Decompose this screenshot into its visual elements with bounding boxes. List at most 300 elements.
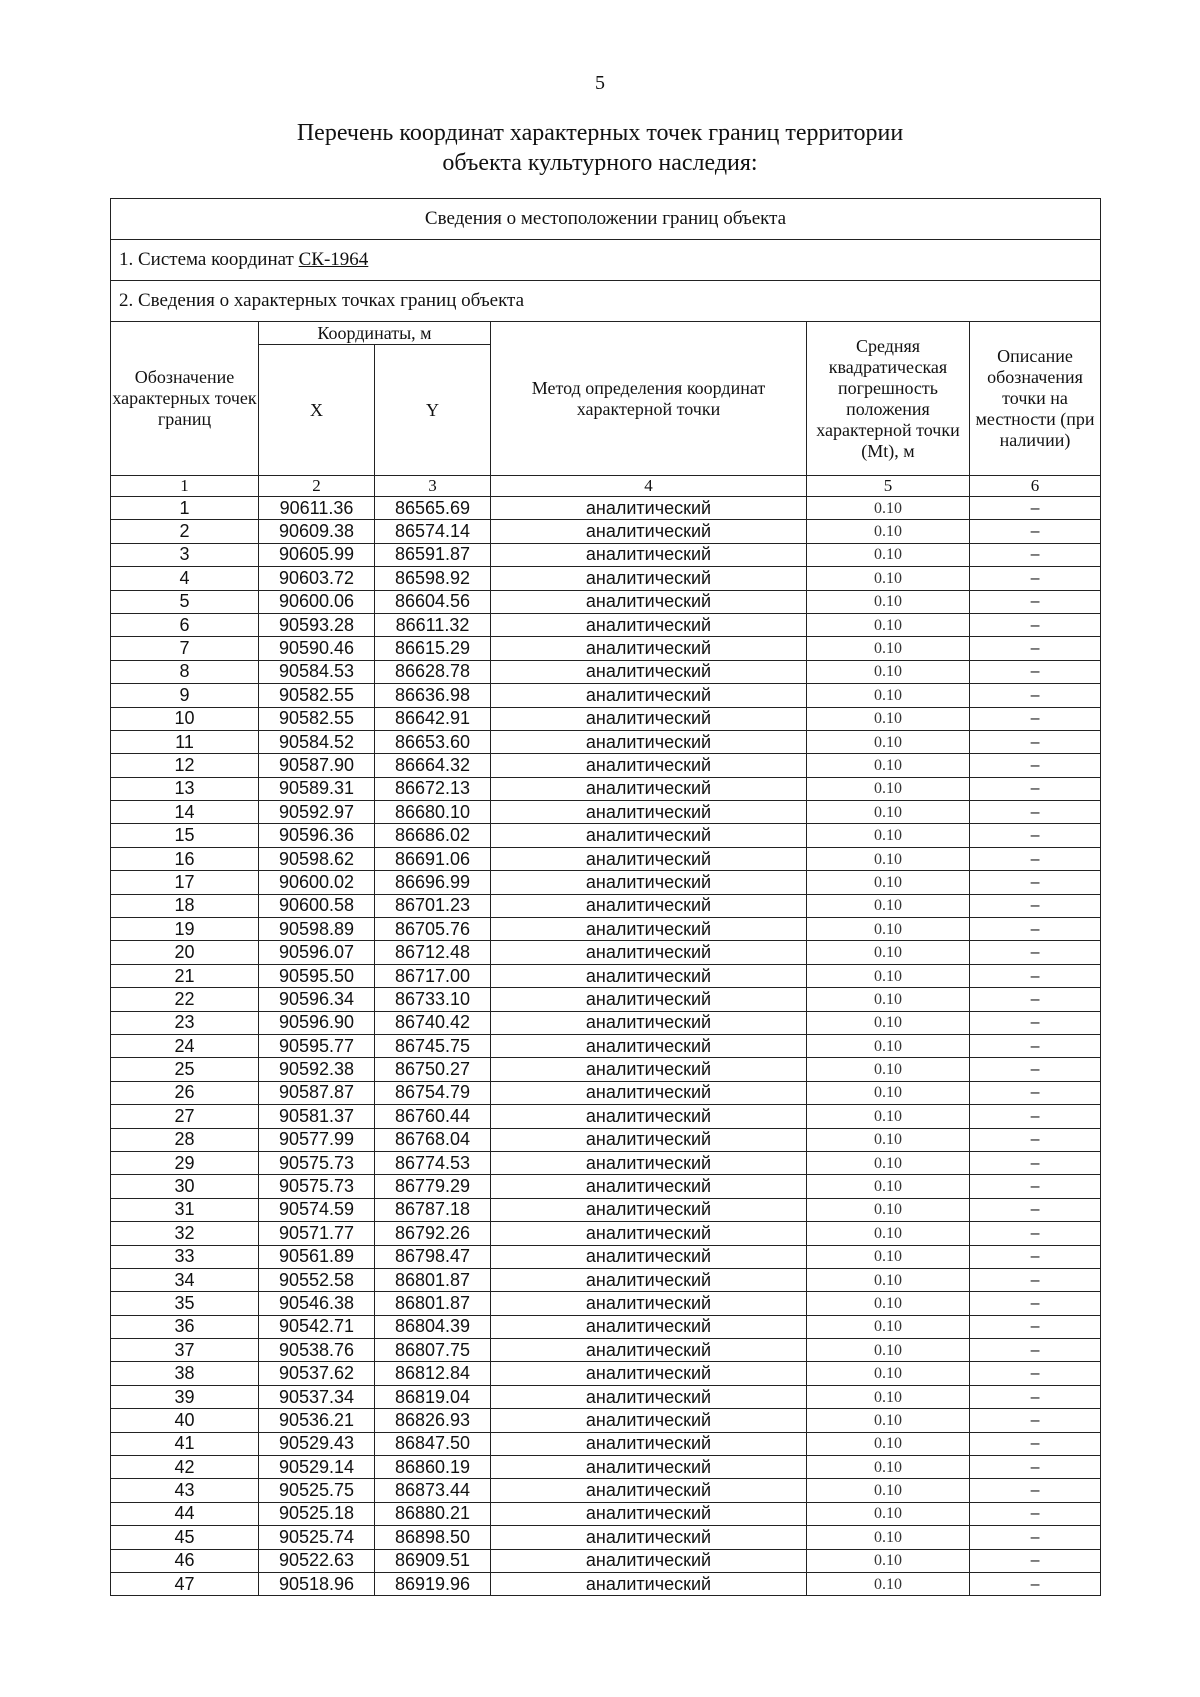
table-row	[111, 1526, 1101, 1549]
x-coordinate-cell: 90552.58	[259, 1268, 375, 1291]
description-cell: –	[970, 777, 1101, 800]
x-coordinate-cell: 90518.96	[259, 1572, 375, 1595]
description-cell: –	[970, 964, 1101, 987]
point-number-cell: 36	[111, 1315, 259, 1338]
mse-header: Средняя квадратическая погрешность положения характерной точки (Мt), м	[807, 322, 970, 476]
y-coordinate-cell: 86801.87	[375, 1292, 491, 1315]
point-number-cell: 37	[111, 1339, 259, 1362]
description-cell: –	[970, 1315, 1101, 1338]
point-number-cell: 35	[111, 1292, 259, 1315]
table-row	[111, 1128, 1101, 1151]
point-number-cell: 14	[111, 801, 259, 824]
description-cell: –	[970, 1292, 1101, 1315]
y-coordinate-cell: 86787.18	[375, 1198, 491, 1221]
description-cell: –	[970, 1385, 1101, 1408]
table-row	[111, 847, 1101, 870]
table-row	[111, 730, 1101, 753]
mse-cell: 0.10	[807, 964, 970, 987]
mse-cell: 0.10	[807, 1151, 970, 1174]
mse-cell: 0.10	[807, 707, 970, 730]
y-coordinate-cell: 86705.76	[375, 918, 491, 941]
table-row	[111, 1268, 1101, 1291]
method-header: Метод определения координат характерной точки	[491, 322, 807, 476]
coordinate-system-value: СК-1964	[298, 249, 369, 270]
point-number-cell: 29	[111, 1151, 259, 1174]
x-coordinate-cell: 90611.36	[259, 497, 375, 520]
point-number-cell: 28	[111, 1128, 259, 1151]
method-cell: аналитический	[491, 1034, 807, 1057]
method-cell: аналитический	[491, 1362, 807, 1385]
description-cell: –	[970, 1456, 1101, 1479]
table-row	[111, 754, 1101, 777]
method-cell: аналитический	[491, 871, 807, 894]
x-coordinate-cell: 90581.37	[259, 1105, 375, 1128]
method-cell: аналитический	[491, 707, 807, 730]
y-coordinate-cell: 86750.27	[375, 1058, 491, 1081]
point-number-cell: 41	[111, 1432, 259, 1455]
description-cell: –	[970, 1549, 1101, 1572]
column-number: 4	[491, 476, 807, 497]
point-number-cell: 5	[111, 590, 259, 613]
x-coordinate-cell: 90590.46	[259, 637, 375, 660]
description-cell: –	[970, 894, 1101, 917]
point-number-cell: 1	[111, 497, 259, 520]
x-coordinate-cell: 90571.77	[259, 1222, 375, 1245]
description-cell: –	[970, 707, 1101, 730]
mse-cell: 0.10	[807, 520, 970, 543]
column-number: 3	[375, 476, 491, 497]
point-number-cell: 39	[111, 1385, 259, 1408]
mse-cell: 0.10	[807, 1198, 970, 1221]
y-coordinate-cell: 86860.19	[375, 1456, 491, 1479]
x-coordinate-cell: 90600.06	[259, 590, 375, 613]
table-row	[111, 1456, 1101, 1479]
method-cell: аналитический	[491, 801, 807, 824]
table-row	[111, 1105, 1101, 1128]
table-row	[111, 1339, 1101, 1362]
y-coordinate-cell: 86760.44	[375, 1105, 491, 1128]
method-cell: аналитический	[491, 894, 807, 917]
x-coordinate-cell: 90596.34	[259, 988, 375, 1011]
description-cell: –	[970, 1409, 1101, 1432]
section-header: Сведения о местоположении границ объекта	[111, 199, 1101, 240]
description-cell: –	[970, 1034, 1101, 1057]
table-row	[111, 1034, 1101, 1057]
table-row	[111, 1081, 1101, 1104]
mse-cell: 0.10	[807, 824, 970, 847]
y-coordinate-cell: 86774.53	[375, 1151, 491, 1174]
table-row	[111, 1362, 1101, 1385]
description-cell: –	[970, 1339, 1101, 1362]
point-number-cell: 15	[111, 824, 259, 847]
x-coordinate-cell: 90575.73	[259, 1175, 375, 1198]
x-coordinate-cell: 90525.18	[259, 1502, 375, 1525]
point-number-cell: 31	[111, 1198, 259, 1221]
description-cell: –	[970, 1268, 1101, 1291]
description-cell: –	[970, 590, 1101, 613]
point-number-cell: 26	[111, 1081, 259, 1104]
point-number-cell: 43	[111, 1479, 259, 1502]
point-number-cell: 22	[111, 988, 259, 1011]
point-number-cell: 19	[111, 918, 259, 941]
method-cell: аналитический	[491, 660, 807, 683]
point-number-cell: 25	[111, 1058, 259, 1081]
mse-cell: 0.10	[807, 1034, 970, 1057]
method-cell: аналитический	[491, 1456, 807, 1479]
y-coordinate-cell: 86701.23	[375, 894, 491, 917]
method-cell: аналитический	[491, 613, 807, 636]
method-cell: аналитический	[491, 1175, 807, 1198]
description-cell: –	[970, 824, 1101, 847]
method-cell: аналитический	[491, 497, 807, 520]
table-row	[111, 1292, 1101, 1315]
points-section-header: 2. Сведения о характерных точках границ объекта	[111, 281, 1101, 322]
mse-cell: 0.10	[807, 1409, 970, 1432]
y-header: Y	[375, 345, 491, 476]
method-cell: аналитический	[491, 543, 807, 566]
method-cell: аналитический	[491, 590, 807, 613]
mse-cell: 0.10	[807, 1479, 970, 1502]
y-coordinate-cell: 86636.98	[375, 684, 491, 707]
y-coordinate-cell: 86686.02	[375, 824, 491, 847]
x-coordinate-cell: 90589.31	[259, 777, 375, 800]
y-coordinate-cell: 86819.04	[375, 1385, 491, 1408]
x-header: X	[259, 345, 375, 476]
point-number-cell: 23	[111, 1011, 259, 1034]
title-line-2: объекта культурного наследия:	[442, 150, 758, 176]
mse-cell: 0.10	[807, 613, 970, 636]
description-cell: –	[970, 613, 1101, 636]
table-row	[111, 1479, 1101, 1502]
mse-cell: 0.10	[807, 894, 970, 917]
x-coordinate-cell: 90525.75	[259, 1479, 375, 1502]
mse-cell: 0.10	[807, 988, 970, 1011]
method-cell: аналитический	[491, 918, 807, 941]
method-cell: аналитический	[491, 1292, 807, 1315]
x-coordinate-cell: 90577.99	[259, 1128, 375, 1151]
y-coordinate-cell: 86909.51	[375, 1549, 491, 1572]
point-number-cell: 45	[111, 1526, 259, 1549]
table-row	[111, 1198, 1101, 1221]
y-coordinate-cell: 86712.48	[375, 941, 491, 964]
table-row	[111, 1175, 1101, 1198]
description-cell: –	[970, 1128, 1101, 1151]
x-coordinate-cell: 90598.62	[259, 847, 375, 870]
y-coordinate-cell: 86880.21	[375, 1502, 491, 1525]
x-coordinate-cell: 90603.72	[259, 567, 375, 590]
y-coordinate-cell: 86826.93	[375, 1409, 491, 1432]
mse-cell: 0.10	[807, 567, 970, 590]
y-coordinate-cell: 86615.29	[375, 637, 491, 660]
x-coordinate-cell: 90561.89	[259, 1245, 375, 1268]
description-cell: –	[970, 567, 1101, 590]
description-cell: –	[970, 730, 1101, 753]
method-cell: аналитический	[491, 1058, 807, 1081]
title-line-1: Перечень координат характерных точек границ территории	[296, 120, 904, 146]
table-row	[111, 1222, 1101, 1245]
y-coordinate-cell: 86574.14	[375, 520, 491, 543]
description-cell: –	[970, 988, 1101, 1011]
point-number-cell: 11	[111, 730, 259, 753]
y-coordinate-cell: 86591.87	[375, 543, 491, 566]
y-coordinate-cell: 86873.44	[375, 1479, 491, 1502]
x-coordinate-cell: 90593.28	[259, 613, 375, 636]
table-row	[111, 1058, 1101, 1081]
y-coordinate-cell: 86680.10	[375, 801, 491, 824]
method-cell: аналитический	[491, 1432, 807, 1455]
y-coordinate-cell: 86919.96	[375, 1572, 491, 1595]
table-row	[111, 1011, 1101, 1034]
point-number-cell: 46	[111, 1549, 259, 1572]
point-number-cell: 12	[111, 754, 259, 777]
mse-cell: 0.10	[807, 847, 970, 870]
y-coordinate-cell: 86642.91	[375, 707, 491, 730]
table-row	[111, 637, 1101, 660]
method-cell: аналитический	[491, 1081, 807, 1104]
description-cell: –	[970, 543, 1101, 566]
mse-cell: 0.10	[807, 590, 970, 613]
mse-cell: 0.10	[807, 660, 970, 683]
description-cell: –	[970, 941, 1101, 964]
description-cell: –	[970, 1245, 1101, 1268]
description-cell: –	[970, 1572, 1101, 1595]
x-coordinate-cell: 90596.36	[259, 824, 375, 847]
mse-cell: 0.10	[807, 1268, 970, 1291]
table-row	[111, 918, 1101, 941]
y-coordinate-cell: 86733.10	[375, 988, 491, 1011]
point-number-cell: 34	[111, 1268, 259, 1291]
y-coordinate-cell: 86628.78	[375, 660, 491, 683]
x-coordinate-cell: 90592.38	[259, 1058, 375, 1081]
coordinates-header: Координаты, м	[259, 322, 491, 345]
table-row	[111, 871, 1101, 894]
y-coordinate-cell: 86779.29	[375, 1175, 491, 1198]
mse-cell: 0.10	[807, 1222, 970, 1245]
point-number-cell: 13	[111, 777, 259, 800]
x-coordinate-cell: 90582.55	[259, 707, 375, 730]
mse-cell: 0.10	[807, 1128, 970, 1151]
mse-cell: 0.10	[807, 1502, 970, 1525]
point-number-cell: 8	[111, 660, 259, 683]
y-coordinate-cell: 86664.32	[375, 754, 491, 777]
y-coordinate-cell: 86792.26	[375, 1222, 491, 1245]
table-row	[111, 824, 1101, 847]
description-cell: –	[970, 754, 1101, 777]
method-cell: аналитический	[491, 1549, 807, 1572]
mse-cell: 0.10	[807, 1526, 970, 1549]
description-cell: –	[970, 1011, 1101, 1034]
x-coordinate-cell: 90536.21	[259, 1409, 375, 1432]
method-cell: аналитический	[491, 1011, 807, 1034]
table-row	[111, 1502, 1101, 1525]
table-row	[111, 497, 1101, 520]
x-coordinate-cell: 90522.63	[259, 1549, 375, 1572]
x-coordinate-cell: 90546.38	[259, 1292, 375, 1315]
point-number-cell: 10	[111, 707, 259, 730]
point-designation-header: Обозначение характерных точек границ	[111, 322, 259, 476]
method-cell: аналитический	[491, 1128, 807, 1151]
point-number-cell: 21	[111, 964, 259, 987]
x-coordinate-cell: 90538.76	[259, 1339, 375, 1362]
method-cell: аналитический	[491, 1339, 807, 1362]
y-coordinate-cell: 86611.32	[375, 613, 491, 636]
x-coordinate-cell: 90525.74	[259, 1526, 375, 1549]
x-coordinate-cell: 90595.77	[259, 1034, 375, 1057]
table-row	[111, 964, 1101, 987]
point-number-cell: 33	[111, 1245, 259, 1268]
method-cell: аналитический	[491, 847, 807, 870]
table-row	[111, 590, 1101, 613]
method-cell: аналитический	[491, 684, 807, 707]
mse-cell: 0.10	[807, 543, 970, 566]
y-coordinate-cell: 86745.75	[375, 1034, 491, 1057]
mse-cell: 0.10	[807, 1081, 970, 1104]
point-number-cell: 38	[111, 1362, 259, 1385]
mse-cell: 0.10	[807, 1385, 970, 1408]
table-row	[111, 1385, 1101, 1408]
table-row	[111, 1549, 1101, 1572]
y-coordinate-cell: 86847.50	[375, 1432, 491, 1455]
y-coordinate-cell: 86754.79	[375, 1081, 491, 1104]
x-coordinate-cell: 90575.73	[259, 1151, 375, 1174]
x-coordinate-cell: 90600.02	[259, 871, 375, 894]
column-number: 1	[111, 476, 259, 497]
x-coordinate-cell: 90600.58	[259, 894, 375, 917]
table-row	[111, 777, 1101, 800]
point-number-cell: 32	[111, 1222, 259, 1245]
table-row	[111, 1245, 1101, 1268]
point-number-cell: 24	[111, 1034, 259, 1057]
method-cell: аналитический	[491, 754, 807, 777]
table-body	[111, 497, 1101, 1596]
table-row	[111, 1572, 1101, 1595]
point-number-cell: 2	[111, 520, 259, 543]
x-coordinate-cell: 90537.34	[259, 1385, 375, 1408]
description-cell: –	[970, 1175, 1101, 1198]
description-cell: –	[970, 847, 1101, 870]
column-number: 5	[807, 476, 970, 497]
description-cell: –	[970, 1526, 1101, 1549]
table-row	[111, 567, 1101, 590]
method-cell: аналитический	[491, 1409, 807, 1432]
table-row	[111, 801, 1101, 824]
point-number-cell: 20	[111, 941, 259, 964]
table-row	[111, 543, 1101, 566]
y-coordinate-cell: 86768.04	[375, 1128, 491, 1151]
y-coordinate-cell: 86812.84	[375, 1362, 491, 1385]
method-cell: аналитический	[491, 520, 807, 543]
description-cell: –	[970, 871, 1101, 894]
mse-cell: 0.10	[807, 1105, 970, 1128]
mse-cell: 0.10	[807, 637, 970, 660]
y-coordinate-cell: 86604.56	[375, 590, 491, 613]
method-cell: аналитический	[491, 941, 807, 964]
description-header: Описание обозначения точки на местности (при наличии)	[970, 322, 1101, 476]
x-coordinate-cell: 90582.55	[259, 684, 375, 707]
point-number-cell: 47	[111, 1572, 259, 1595]
y-coordinate-cell: 86807.75	[375, 1339, 491, 1362]
point-number-cell: 42	[111, 1456, 259, 1479]
method-cell: аналитический	[491, 637, 807, 660]
point-number-cell: 9	[111, 684, 259, 707]
y-coordinate-cell: 86653.60	[375, 730, 491, 753]
method-cell: аналитический	[491, 1268, 807, 1291]
x-coordinate-cell: 90587.87	[259, 1081, 375, 1104]
table-row	[111, 520, 1101, 543]
y-coordinate-cell: 86696.99	[375, 871, 491, 894]
mse-cell: 0.10	[807, 871, 970, 894]
column-number: 2	[259, 476, 375, 497]
y-coordinate-cell: 86691.06	[375, 847, 491, 870]
mse-cell: 0.10	[807, 1058, 970, 1081]
method-cell: аналитический	[491, 730, 807, 753]
method-cell: аналитический	[491, 777, 807, 800]
x-coordinate-cell: 90537.62	[259, 1362, 375, 1385]
x-coordinate-cell: 90587.90	[259, 754, 375, 777]
page-number: 5	[595, 72, 605, 94]
method-cell: аналитический	[491, 567, 807, 590]
mse-cell: 0.10	[807, 497, 970, 520]
method-cell: аналитический	[491, 988, 807, 1011]
description-cell: –	[970, 1432, 1101, 1455]
method-cell: аналитический	[491, 1385, 807, 1408]
x-coordinate-cell: 90609.38	[259, 520, 375, 543]
point-number-cell: 27	[111, 1105, 259, 1128]
y-coordinate-cell: 86672.13	[375, 777, 491, 800]
coordinate-system-label: 1. Система координат	[119, 249, 294, 270]
mse-cell: 0.10	[807, 754, 970, 777]
mse-cell: 0.10	[807, 684, 970, 707]
x-coordinate-cell: 90592.97	[259, 801, 375, 824]
method-cell: аналитический	[491, 1572, 807, 1595]
table-row	[111, 1151, 1101, 1174]
point-number-cell: 6	[111, 613, 259, 636]
table-row	[111, 1409, 1101, 1432]
method-cell: аналитический	[491, 1222, 807, 1245]
description-cell: –	[970, 1479, 1101, 1502]
mse-cell: 0.10	[807, 801, 970, 824]
point-number-cell: 17	[111, 871, 259, 894]
mse-cell: 0.10	[807, 777, 970, 800]
x-coordinate-cell: 90598.89	[259, 918, 375, 941]
mse-cell: 0.10	[807, 1572, 970, 1595]
point-number-cell: 3	[111, 543, 259, 566]
mse-cell: 0.10	[807, 941, 970, 964]
description-cell: –	[970, 1502, 1101, 1525]
y-coordinate-cell: 86565.69	[375, 497, 491, 520]
x-coordinate-cell: 90605.99	[259, 543, 375, 566]
description-cell: –	[970, 1151, 1101, 1174]
table-row	[111, 894, 1101, 917]
point-number-cell: 30	[111, 1175, 259, 1198]
description-cell: –	[970, 918, 1101, 941]
mse-cell: 0.10	[807, 1456, 970, 1479]
point-number-cell: 16	[111, 847, 259, 870]
point-number-cell: 44	[111, 1502, 259, 1525]
description-cell: –	[970, 520, 1101, 543]
table-row	[111, 1432, 1101, 1455]
mse-cell: 0.10	[807, 1175, 970, 1198]
mse-cell: 0.10	[807, 1011, 970, 1034]
mse-cell: 0.10	[807, 1432, 970, 1455]
mse-cell: 0.10	[807, 1339, 970, 1362]
method-cell: аналитический	[491, 1198, 807, 1221]
coordinates-table	[110, 198, 1101, 1596]
table-row	[111, 1315, 1101, 1338]
x-coordinate-cell: 90529.14	[259, 1456, 375, 1479]
y-coordinate-cell: 86717.00	[375, 964, 491, 987]
description-cell: –	[970, 684, 1101, 707]
